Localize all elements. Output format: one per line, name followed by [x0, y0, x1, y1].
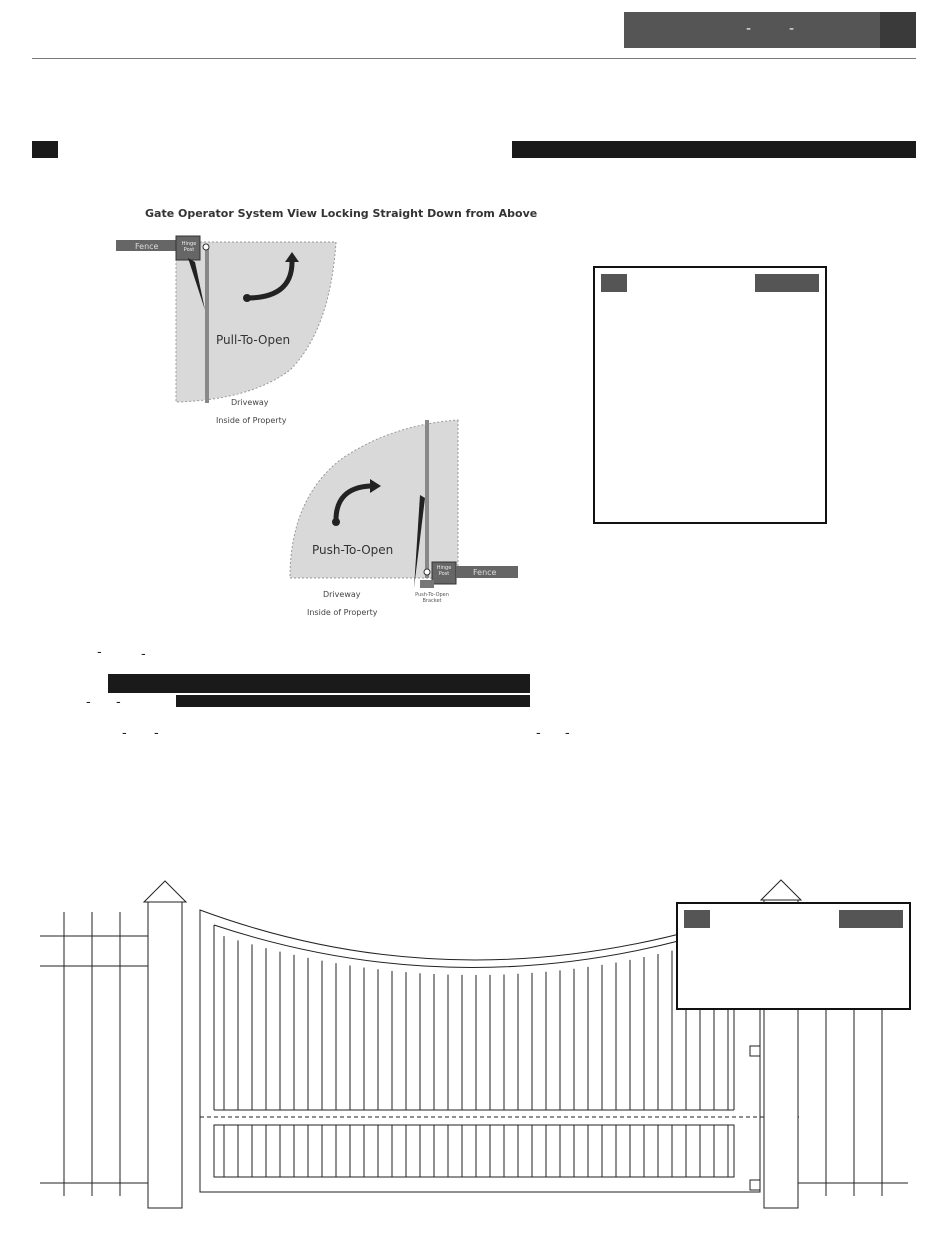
- push-property-label: Inside of Property: [307, 608, 378, 617]
- push-mode-label: Push-To-Open: [312, 543, 394, 557]
- text-dash: -: [116, 695, 121, 710]
- pull-fence-label: Fence: [135, 242, 159, 251]
- gate-callout-box: [676, 902, 911, 1010]
- push-fence-label: Fence: [473, 568, 497, 577]
- push-bracket-label: Push-To-Open Bracket: [415, 592, 449, 604]
- text-dash: -: [122, 726, 127, 741]
- pull-driveway-label: Driveway: [231, 398, 269, 407]
- push-post-label: Hinge Post: [436, 565, 452, 577]
- figure-title: Gate Operator System View Locking Straight Down from Above: [145, 207, 538, 220]
- text-dash: -: [86, 695, 91, 710]
- text-dash: -: [536, 726, 541, 741]
- push-driveway-label: Driveway: [323, 590, 361, 599]
- text-dash: -: [97, 645, 102, 660]
- header-separator: -: [746, 21, 752, 37]
- text-dash: -: [141, 647, 146, 662]
- pull-mode-label: Pull-To-Open: [216, 333, 291, 347]
- pull-post-label: Hinge Post: [181, 241, 197, 253]
- text-dash: -: [565, 726, 570, 741]
- callout-tag-right: [839, 910, 903, 928]
- text-dash: -: [154, 726, 159, 741]
- callout-tag-left: [684, 910, 710, 928]
- pull-property-label: Inside of Property: [216, 416, 287, 425]
- header-separator: -: [789, 21, 795, 37]
